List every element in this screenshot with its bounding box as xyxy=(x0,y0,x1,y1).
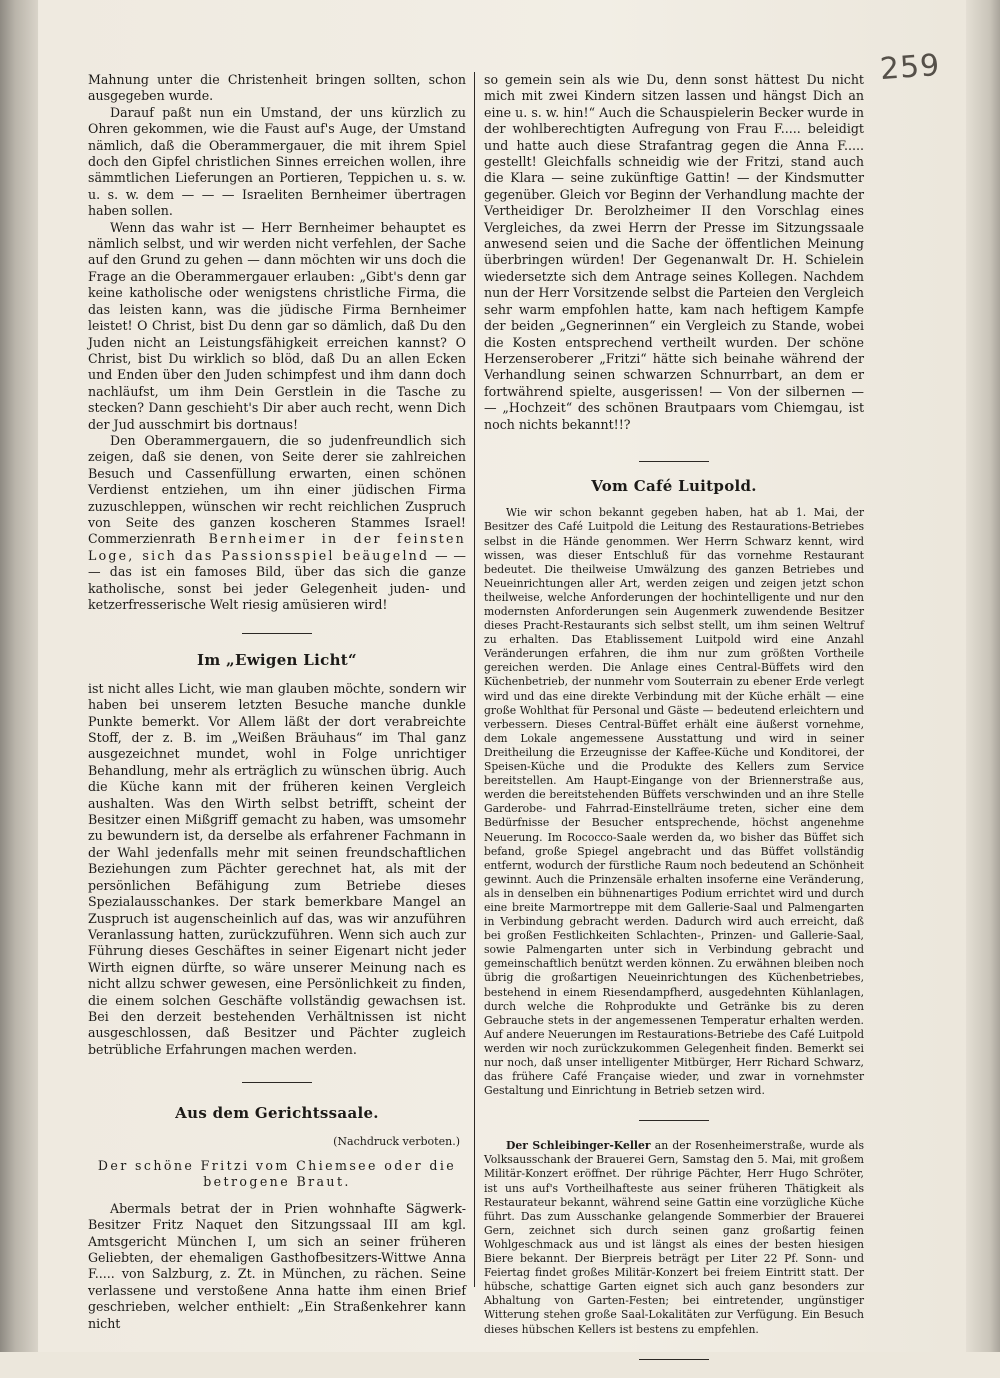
paragraph: Abermals betrat der in Prien wohnhafte Sägwerk-Besitzer Fritz Naquet den Sitzungssaal III am kgl. Amtsgericht München I, um sich an seiner früheren Geliebten, der ehemaligen Gasthofbesitzers-Wittwe Anna F..... von Salzburg, z. Zt. in München, zu rächen. Seine verlassene und verstoßene Anna hatte ihm einen Brief geschrieben, welcher enthielt: „Ein Straßenkehrer kann nicht xyxy=(88,1200,466,1331)
section-divider xyxy=(242,633,312,634)
right-column xyxy=(484,72,864,1378)
paragraph: Wie wir schon bekannt gegeben haben, hat ab 1. Mai, der Besitzer des Café Luitpold die Leitung des Restaurations-Betriebes selbst in die Hände genommen. Wer Herrn Schwarz kennt, wird wissen, was dieser Entschluß für das vornehme Restaurant bedeutet. Die theilweise Umwälzung des ganzen Betriebes und Neueinrichtungen aller Art, werden zeigen und zeigen jetzt schon theilweise, welche Anforderungen der hochintelligente und nur den modernsten Anforderungen sein Augenmerk zuwendende Besitzer dieses Pracht-Restaurants sich selbst stellt, um ihm seinen Weltruf zu erhalten. Das Etablissement Luitpold wird eine Anzahl Veränderungen erfahren, die ihm nur zum größten Vortheile gereichen werden. Die Anlage eines Central-Büffets wird den Küchenbetrieb, der nunmehr vom Souterrain zu ebener Erde verlegt wird und das eine direkte Verbindung mit der Küche erhält — eine große Wohlthat für Personal und Gäste — bedeutend erleichtern und verbessern. Dieses Central-Büffet erhält eine äußerst vornehme, dem Lokale angemessene Ausstattung und wird in seiner Dreitheilung die Erzeugnisse der Kaffee-Küche und Konditorei, der Speisen-Küche und die Produkte des Kellers zum Service bereitstellen. Am Haupt-Eingange von der Briennerstraße aus, werden die bereitstehenden Büffets verschwinden und an ihre Stelle Garderobe- und Fahrrad-Einstellräume treten, sicher eine dem Bedürfnisse der Besucher entsprechende, höchst angenehme Neuerung. Im Rococco-Saale werden da, wo bisher das Büffet sich befand, große Spiegel angebracht und das Büffet vollständig entfernt, wodurch der fürstliche Raum noch bedeutend an Schönheit gewinnt. Auch die Prinzensäle erhalten insoferne eine Veränderung, als in denselben ein bühnenartiges Podium errichtet wird und durch eine breite Marmortreppe mit dem Gallerie-Saal und Palmengarten in Verbindung gebracht werden. Dadurch wird auch erreicht, daß bei großen Festlichkeiten Schlachten-, Prinzen- und Gallerie-Saal, sowie Palmengarten unter sich in Verbindung gebracht und gemeinschaftlich benützt werden können. Zu erwähnen bleiben noch übrig die großartigen Neueinrichtungen des Küchenbetriebes, bestehend in einem Riesendampfherd, ausgedehnten Kühlanlagen, durch welche die Rohprodukte und Getränke bis zu deren Gebrauche stets in der angemessenen Temperatur erhalten werden. Auf andere Neuerungen im Restaurations-Betriebe des Café Luitpold werden wir noch zurückzukommen Gelegenheit finden. Bemerkt sei nur noch, daß unser intelligenter Mitbürger, Herr Richard Schwarz, das frühere Café Française wieder, und zwar in vornehmster Gestaltung und Einrichtung in Betrieb setzen wird. xyxy=(484,506,864,1098)
left-column xyxy=(88,72,466,1332)
section-title-ewigen-licht: Im „Ewigen Licht“ xyxy=(197,651,357,670)
paragraph xyxy=(88,433,466,613)
paragraph-text: — — — das ist ein famoses Bild, über das sich die ganze katholische, sonst bei jeder Gelegenheit juden- und ketzerfresserische Welt riesig amüsieren wird! xyxy=(88,547,467,612)
paragraph: ist nicht alles Licht, wie man glauben möchte, sondern wir haben bei unserem letzten Besuche manche dunkle Punkte bemerkt. Vor Allem läßt der dort verabreichte Stoff, der z. B. im „Weißen Bräuhaus“ im Thal ganz ausgezeichnet mundet, wohl in Folge unrichtiger Behandlung, mehr als erträglich zu wünschen übrig. Auch die Küche kann mit der früheren keinen Vergleich aushalten. Was den Wirth selbst betrifft, scheint der Besitzer einen Mißgriff gemacht zu haben, was umsomehr zu bewundern ist, da derselbe als erfahrener Fachmann in der Wahl jedenfalls mehr mit seinen freundschaftlichen Beziehungen zum Pächter gerechnet hat, als mit der persönlichen Befähigung zum Betriebe dieses Spezialausschankes. Der stark bemerkbare Mangel an Zuspruch ist augenscheinlich auf das, was wir anzuführen Veranlassung hatten, zurückzuführen. Wenn sich auch zur Führung dieses Geschäftes in seiner Eigenart nicht jeder Wirth eignen dürfte, so wäre unserer Meinung nach es nicht allzu schwer gewesen, eine Persönlichkeit zu finden, die einem solchen Geschäfte vollständig gewachsen ist. Bei den derzeit bestehenden Verhältnissen ist nicht ausgeschlossen, daß Besitzer und Pächter zugleich betrübliche Erfahrungen machen werden. xyxy=(88,680,466,1057)
section-divider xyxy=(639,1359,709,1360)
paragraph: so gemein sein als wie Du, denn sonst hättest Du nicht mich mit zwei Kindern sitzen lassen und hängst Dich an eine u. s. w. hin!“ Auch die Schauspielerin Becker wurde in der wohlberechtigten Aufregung von Frau F..... beleidigt und hatte auch diese Strafantrag gegen die Anna F..... gestellt! Gleichfalls schneidig wie der Fritzi, stand auch die Klara — seine zukünftige Gattin! — der Kindsmutter gegenüber. Gleich vor Beginn der Verhandlung machte der Vertheidiger Dr. Berolzheimer II den Vorschlag eines Vergleiches, da zwei Herrn der Presse im Sitzungssaale anwesend seien und die Sache der öffentlichen Meinung überbringen würden! Der Gegenanwalt Dr. H. Schielein wiedersetzte sich dem Antrage seines Kollegen. Nachdem nun der Herr Vorsitzende selbst die Parteien den Vergleich sehr warm empfohlen hatte, kam nach heftigem Kampfe der beiden „Gegnerinnen“ ein Vergleich zu Stande, wobei die Kosten entsprechend vertheilt wurden. Der schöne Herzenseroberer „Fritzi“ hätte sich beinahe während der Verhandlung seinen schwarzen Schnurrbart, an dem er fortwährend spielte, ausgerissen! — Von der silbernen — — „Hochzeit“ des schönen Brautpaars vom Chiemgau, ist noch nichts bekannt!!? xyxy=(484,72,864,432)
handwritten-page-number: 259 xyxy=(878,47,942,88)
reprint-note: (Nachdruck verboten.) xyxy=(333,1134,460,1148)
spaced-text: Bernheimer in der feinsten Loge, sich das Passionsspiel beäugelnd xyxy=(88,531,466,563)
section-divider xyxy=(639,1120,709,1121)
section-divider xyxy=(639,461,709,462)
paragraph-text: Den Oberammergauern, die so judenfreundlich sich zeigen, daß sie denen, von Seite derer sie zahlreichen Besuch und Cassenfüllung erwarten, einen schönen Verdienst entziehen, um ihn einer jüdischen Firma zuzuschleppen, wünschen wir recht reichlichen Zuspruch von Seite des ganzen koscheren Stammes Israel! Commerzienrath xyxy=(88,432,466,547)
column-divider xyxy=(474,72,475,1287)
schleibinger-keller-article xyxy=(484,1139,864,1336)
story-title: Der schöne Fritzi vom Chiemsee oder die betrogene Braut. xyxy=(97,1157,457,1190)
paragraph xyxy=(484,1139,864,1336)
paragraph: Darauf paßt nun ein Umstand, der uns kürzlich zu Ohren gekommen, wie die Faust auf's Auge, der Umstand nämlich, daß die Oberammergauer, die mit ihrem Spiel doch den Gipfel christlichen Sinnes erreichen wollen, ihre sämmtlichen Lieferungen an Portieren, Teppichen u. s. w. u. s. w. dem — — — Israeliten Bernheimer übertragen haben sollen. xyxy=(88,104,466,219)
paragraph: Wenn das wahr ist — Herr Bernheimer behauptet es nämlich selbst, und wir werden nicht verfehlen, der Sache auf den Grund zu gehen — dann möchten wir uns doch die Frage an die Oberammergauer erlauben: „Gibt's denn gar keine katholische oder wenigstens christliche Firma, die das leisten kann, was die jüdische Firma Bernheimer leistet! O Christ, bist Du denn gar so dämlich, daß Du den Juden nicht an Leistungsfähigkeit erreichen kannst? O Christ, bist Du wirklich so blöd, daß Du an allen Ecken und Enden über den Juden schimpfest und ihm dann doch nachläufst, um ihm Dein Gerstlein in die Tasche zu stecken? Dann geschieht's Dir aber auch recht, wenn Dich der Jud ausschmirt bis dortnaus! xyxy=(88,219,466,432)
paragraph: Mahnung unter die Christenheit bringen sollten, schon ausgegeben wurde. xyxy=(88,72,466,104)
page-right-edge xyxy=(966,0,1000,1352)
cafe-luitpold-article xyxy=(484,506,864,1098)
paragraph-text: an der Rosenheimerstraße, wurde als Volksausschank der Brauerei Gern, Samstag den 5. Mai, mit großem Militär-Konzert eröffnet. Der rührige Pächter, Herr Hugo Schröter, ist uns auf's Vortheilhafteste aus seiner früheren Thätigkeit als Restaurateur bekannt, während seine Gattin eine vorzügliche Küche führt. Das zum Ausschanke gelangende Sommerbier der Brauerei Gern, zeichnet sich durch seinen ganz großartig feinen Wohlgeschmack aus und ist längst als eines der besten hiesigen Biere bekannt. Der Bierpreis beträgt per Liter 22 Pf. Sonn- und Feiertag findet großes Militär-Konzert bei freiem Eintritt statt. Der hübsche, schattige Garten eignet sich auch ganz besonders zur Abhaltung von Garten-Festen; bei eintretender, ungünstiger Witterung stehen große Saal-Lokalitäten zur Verfügung. Ein Besuch dieses hübschen Kellers ist bestens zu empfehlen. xyxy=(484,1139,865,1336)
section-title-cafe-luitpold: Vom Café Luitpold. xyxy=(591,476,757,495)
book-binding-edge xyxy=(0,0,38,1352)
article-lead: Der Schleibinger-Keller xyxy=(506,1139,651,1153)
section-title-gerichtssaale: Aus dem Gerichtssaale. xyxy=(175,1104,379,1123)
section-divider xyxy=(242,1082,312,1083)
